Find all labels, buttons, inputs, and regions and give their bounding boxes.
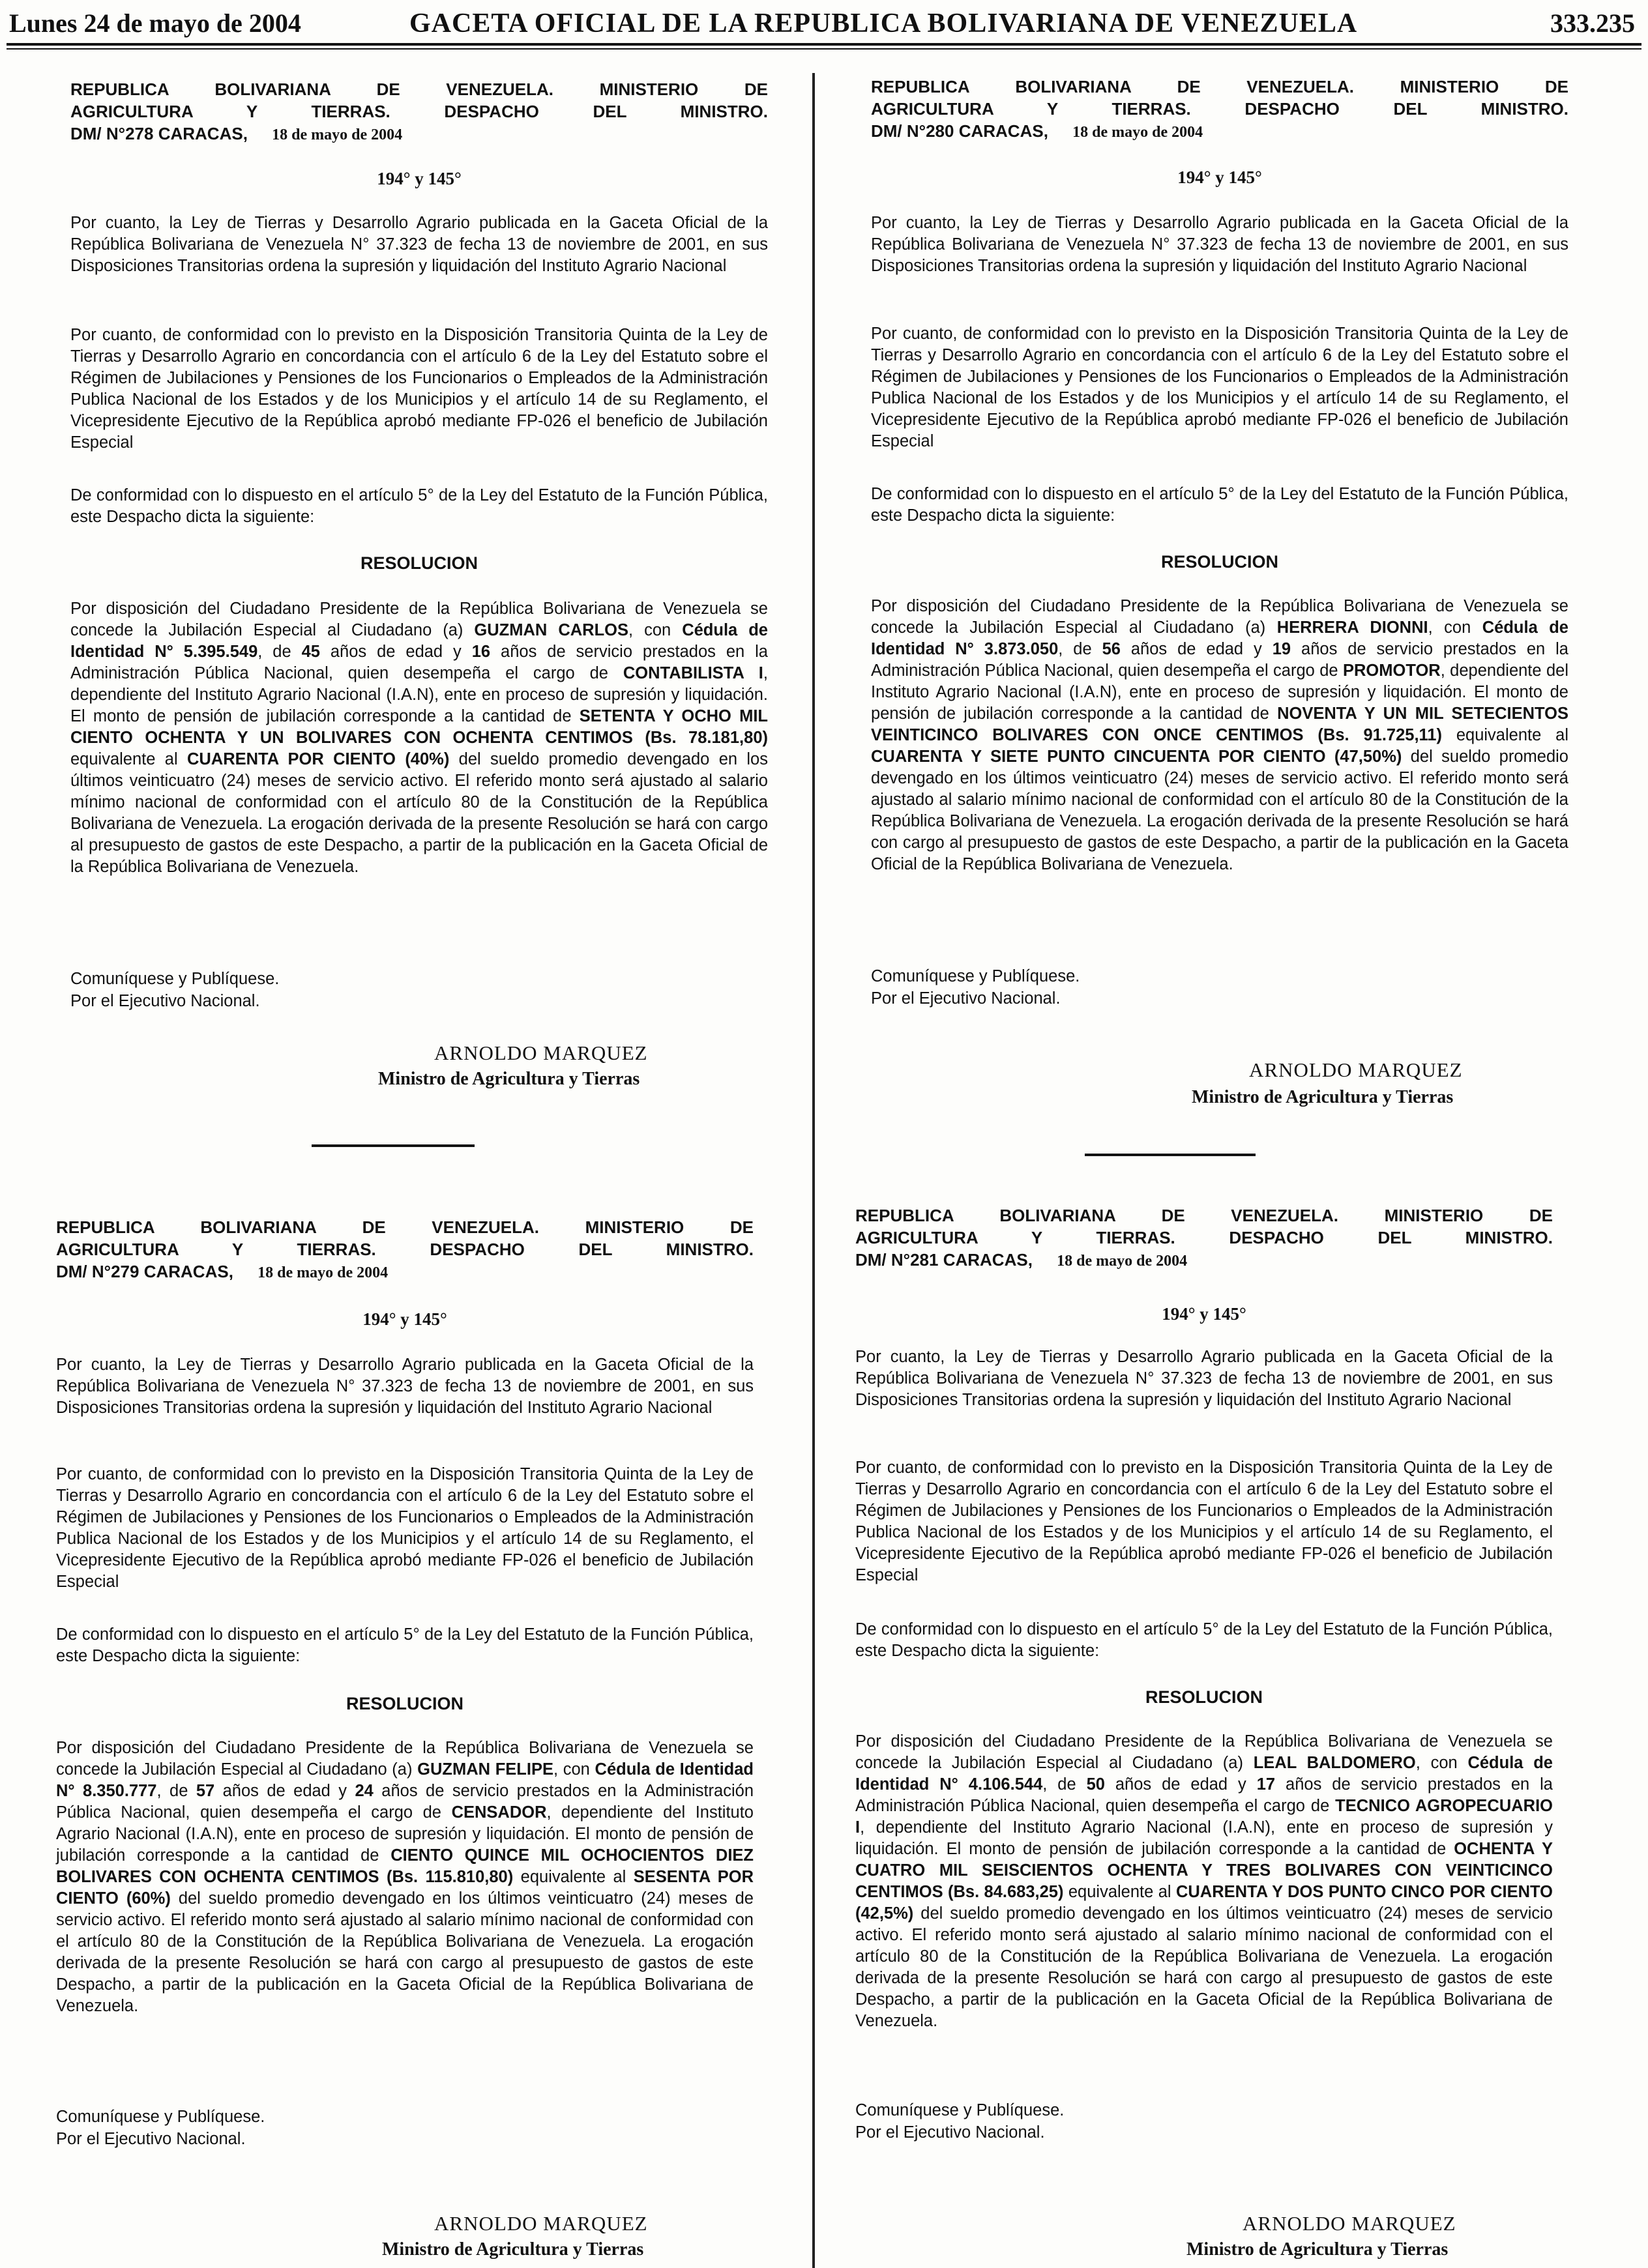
column-divider xyxy=(812,73,815,2268)
signer-name: ARNOLDO MARQUEZ xyxy=(434,2212,648,2235)
service-years: 17 xyxy=(1256,1775,1276,1794)
resolution-title: RESOLUCION xyxy=(360,553,478,573)
pension-percent: CUARENTA POR CIENTO (40%) xyxy=(186,750,450,768)
paragraph-3: De conformidad con lo dispuesto en el artículo 5° de la Ley del Estatuto de la Función Pública, este Despacho dicta la siguiente: xyxy=(855,1620,1553,1660)
signer-title: Ministro de Agricultura y Tierras xyxy=(1192,1087,1454,1107)
signer-title: Ministro de Agricultura y Tierras xyxy=(378,1069,640,1089)
paragraph-1: Por cuanto, la Ley de Tierras y Desarrollo Agrario publicada en la Gaceta Oficial de la República Bolivariana de Venezuela N° 37.323 de fecha 13 de noviembre de 2001, en sus Disposiciones Transitorias ordena la supresión y liquidación del Instituto Agrario Nacional xyxy=(56,1356,754,1417)
gazette-header xyxy=(0,0,1648,50)
heading-line-3 xyxy=(855,1249,1553,1272)
dm-prefix: DM/ N° xyxy=(70,124,126,143)
closing-line-1: Comuníquese y Publíquese. xyxy=(56,2108,265,2126)
separator-rule xyxy=(1085,1154,1256,1156)
years-line: 194° y 145° xyxy=(1162,1304,1246,1324)
age: 57 xyxy=(196,1782,215,1800)
job-title: PROMOTOR xyxy=(1343,662,1441,680)
paragraph-1: Por cuanto, la Ley de Tierras y Desarrollo Agrario publicada en la Gaceta Oficial de la República Bolivariana de Venezuela N° 37.323 de fecha 13 de noviembre de 2001, en sus Disposiciones Transitorias ordena la supresión y liquidación del Instituto Agrario Nacional xyxy=(871,214,1568,275)
dm-prefix: DM/ N° xyxy=(871,121,926,141)
pension-amount: CIENTO QUINCE MIL OCHOCIENTOS DIEZ BOLIVARES CON OCHENTA CENTIMOS (Bs. 115.810,80) xyxy=(56,1846,754,1886)
retiree-name: GUZMAN CARLOS xyxy=(474,621,628,639)
pension-percent: CUARENTA Y SIETE PUNTO CINCUENTA POR CIENTO (47,50%) xyxy=(871,748,1402,766)
resolution-date: 18 de mayo de 2004 xyxy=(1072,124,1203,141)
years-line: 194° y 145° xyxy=(1177,167,1262,187)
heading-line-1: REPUBLICA BOLIVARIANA DE VENEZUELA. MINISTERIO DE xyxy=(70,80,768,99)
cedula: Cédula de Identidad N° 8.350.777 xyxy=(56,1760,754,1800)
resolution-body: Por disposición del Ciudadano Presidente de la República Bolivariana de Venezuela se concede la Jubilación Especial al Ciudadano (a) LEAL BALDOMERO, con Cédula de Identidad N° 4.106.544, de 50 años de edad y 17 años de servicio prestados en la Administración Pública Nacional, quien desempeña el cargo de TECNICO AGROPECUARIO I, dependiente del Instituto Agrario Nacional (I.A.N), ente en proceso de supresión y liquidación. El monto de pensión de jubilación corresponde a la cantidad de OCHENTA Y CUATRO MIL SEISCIENTOS OCHENTA Y TRES BOLIVARES CON VEINTICINCO CENTIMOS (Bs. 84.683,25) equivalente al CUARENTA Y DOS PUNTO CINCO POR CIENTO (42,5%) del sueldo promedio devengado en los últimos veinticuatro (24) meses de servicio activo. El referido monto será ajustado al salario mínimo nacional de conformidad con el artículo 80 de la Constitución de la República Bolivariana de Venezuela. La erogación derivada de la presente Resolución se hará con cargo al presupuesto de gastos de este Despacho, a partir de la publicación en la Gaceta Oficial de la República Bolivariana de Venezuela. xyxy=(855,1732,1553,2030)
closing-line-2: Por el Ejecutivo Nacional. xyxy=(871,989,1061,1008)
paragraph-2: Por cuanto, de conformidad con lo previsto en la Disposición Transitoria Quinta de la Ley de Tierras y Desarrollo Agrario en concordancia con el artículo 6 de la Ley del Estatuto sobre el Régimen de Jubilaciones y Pensiones de los Funcionarios o Empleados de la Administración Publica Nacional de los Estados y de los Municipios y el artículo 14 de su Reglamento, el Vicepresidente Ejecutivo de la República aprobó mediante FP-026 el beneficio de Jubilación Especial xyxy=(855,1459,1553,1584)
pension-amount: SETENTA Y OCHO MIL CIENTO OCHENTA Y UN BOLIVARES CON OCHENTA CENTIMOS (Bs. 78.181,80) xyxy=(70,707,768,747)
page-number: 333.235 xyxy=(1550,8,1635,38)
dm-prefix: DM/ N° xyxy=(855,1250,911,1270)
closing-line-2: Por el Ejecutivo Nacional. xyxy=(70,992,260,1010)
header-rule-thin xyxy=(7,48,1641,50)
retiree-name: LEAL BALDOMERO xyxy=(1253,1754,1416,1772)
city: CARACAS, xyxy=(958,121,1048,141)
signer-name: ARNOLDO MARQUEZ xyxy=(1249,1058,1463,1081)
resolution-body: Por disposición del Ciudadano Presidente de la República Bolivariana de Venezuela se concede la Jubilación Especial al Ciudadano (a) HERRERA DIONNI, con Cédula de Identidad N° 3.873.050, de 56 años de edad y 19 años de servicio prestados en la Administración Pública Nacional, quien desempeña el cargo de PROMOTOR, dependiente del Instituto Agrario Nacional (I.A.N), ente en proceso de supresión y liquidación. El monto de pensión de jubilación corresponde a la cantidad de NOVENTA Y UN MIL SETECIENTOS VEINTICINCO BOLIVARES CON ONCE CENTIMOS (Bs. 91.725,11) equivalente al CUARENTA Y SIETE PUNTO CINCUENTA POR CIENTO (47,50%) del sueldo promedio devengado en los últimos veinticuatro (24) meses de servicio activo. El referido monto será ajustado al salario mínimo nacional de conformidad con el artículo 80 de la Constitución de la República Bolivariana de Venezuela. La erogación derivada de la presente Resolución se hará con cargo al presupuesto de gastos de este Despacho, a partir de la publicación en la Gaceta Oficial de la República Bolivariana de Venezuela. xyxy=(871,597,1568,873)
resolution-heading xyxy=(70,78,768,146)
dm-number: 281 xyxy=(910,1250,939,1270)
heading-line-2: AGRICULTURA Y TIERRAS. DESPACHO DEL MINISTRO. xyxy=(871,99,1568,119)
paragraph-2: Por cuanto, de conformidad con lo previsto en la Disposición Transitoria Quinta de la Ley de Tierras y Desarrollo Agrario en concordancia con el artículo 6 de la Ley del Estatuto sobre el Régimen de Jubilaciones y Pensiones de los Funcionarios o Empleados de la Administración Publica Nacional de los Estados y de los Municipios y el artículo 14 de su Reglamento, el Vicepresidente Ejecutivo de la República aprobó mediante FP-026 el beneficio de Jubilación Especial xyxy=(56,1465,754,1591)
service-years: 16 xyxy=(471,643,491,661)
closing-line-1: Comuníquese y Publíquese. xyxy=(871,967,1080,985)
paragraph-2: Por cuanto, de conformidad con lo previsto en la Disposición Transitoria Quinta de la Ley de Tierras y Desarrollo Agrario en concordancia con el artículo 6 de la Ley del Estatuto sobre el Régimen de Jubilaciones y Pensiones de los Funcionarios o Empleados de la Administración Publica Nacional de los Estados y de los Municipios y el artículo 14 de su Reglamento, el Vicepresidente Ejecutivo de la República aprobó mediante FP-026 el beneficio de Jubilación Especial xyxy=(871,325,1568,450)
heading-line-1: REPUBLICA BOLIVARIANA DE VENEZUELA. MINISTERIO DE xyxy=(855,1206,1553,1225)
resolution-heading xyxy=(855,1204,1553,1272)
pension-amount: NOVENTA Y UN MIL SETECIENTOS VEINTICINCO BOLIVARES CON ONCE CENTIMOS (Bs. 91.725,11) xyxy=(871,705,1568,744)
header-rule xyxy=(7,43,1641,46)
paragraph-1: Por cuanto, la Ley de Tierras y Desarrollo Agrario publicada en la Gaceta Oficial de la República Bolivariana de Venezuela N° 37.323 de fecha 13 de noviembre de 2001, en sus Disposiciones Transitorias ordena la supresión y liquidación del Instituto Agrario Nacional xyxy=(70,214,768,275)
paragraph-2: Por cuanto, de conformidad con lo previsto en la Disposición Transitoria Quinta de la Ley de Tierras y Desarrollo Agrario en concordancia con el artículo 6 de la Ley del Estatuto sobre el Régimen de Jubilaciones y Pensiones de los Funcionarios o Empleados de la Administración Publica Nacional de los Estados y de los Municipios y el artículo 14 de su Reglamento, el Vicepresidente Ejecutivo de la República aprobó mediante FP-026 el beneficio de Jubilación Especial xyxy=(70,326,768,452)
pension-percent: SESENTA POR CIENTO (60%) xyxy=(56,1868,754,1908)
cedula: Cédula de Identidad N° 4.106.544 xyxy=(855,1754,1553,1794)
resolution-title: RESOLUCION xyxy=(1160,552,1278,572)
age: 50 xyxy=(1086,1775,1105,1794)
city: CARACAS, xyxy=(143,1262,233,1281)
closing-line-1: Comuníquese y Publíquese. xyxy=(855,2101,1065,2119)
resolution-body: Por disposición del Ciudadano Presidente de la República Bolivariana de Venezuela se concede la Jubilación Especial al Ciudadano (a) GUZMAN FELIPE, con Cédula de Identidad N° 8.350.777, de 57 años de edad y 24 años de servicio prestados en la Administración Pública Nacional, quien desempeña el cargo de CENSADOR, dependiente del Instituto Agrario Nacional (I.A.N), ente en proceso de supresión y liquidación. El monto de pensión de jubilación corresponde a la cantidad de CIENTO QUINCE MIL OCHOCIENTOS DIEZ BOLIVARES CON OCHENTA CENTIMOS (Bs. 115.810,80) equivalente al SESENTA POR CIENTO (60%) del sueldo promedio devengado en los últimos veinticuatro (24) meses de servicio activo. El referido monto será ajustado al salario mínimo nacional de conformidad con el artículo 80 de la Constitución de la República Bolivariana de Venezuela. La erogación derivada de la presente Resolución se hará con cargo al presupuesto de gastos de este Despacho, a partir de la publicación en la Gaceta Oficial de la República Bolivariana de Venezuela. xyxy=(56,1739,754,2015)
heading-line-3 xyxy=(871,120,1568,143)
resolution-body: Por disposición del Ciudadano Presidente de la República Bolivariana de Venezuela se concede la Jubilación Especial al Ciudadano (a) GUZMAN CARLOS, con Cédula de Identidad N° 5.395.549, de 45 años de edad y 16 años de servicio prestados en la Administración Pública Nacional, quien desempeña el cargo de CONTABILISTA I, dependiente del Instituto Agrario Nacional (I.A.N), ente en proceso de supresión y liquidación. El monto de pensión de jubilación corresponde a la cantidad de SETENTA Y OCHO MIL CIENTO OCHENTA Y UN BOLIVARES CON OCHENTA CENTIMOS (Bs. 78.181,80) equivalente al CUARENTA POR CIENTO (40%) del sueldo promedio devengado en los últimos veinticuatro (24) meses de servicio activo. El referido monto será ajustado al salario mínimo nacional de conformidad con el artículo 80 de la Constitución de la República Bolivariana de Venezuela. La erogación derivada de la presente Resolución se hará con cargo al presupuesto de gastos de este Despacho, a partir de la publicación en la Gaceta Oficial de la República Bolivariana de Venezuela. xyxy=(70,600,768,876)
paragraph-3: De conformidad con lo dispuesto en el artículo 5° de la Ley del Estatuto de la Función Pública, este Despacho dicta la siguiente: xyxy=(56,1625,754,1665)
cedula: Cédula de Identidad N° 5.395.549 xyxy=(70,621,768,661)
job-title: CENSADOR xyxy=(451,1803,547,1822)
dm-number: 279 xyxy=(111,1262,140,1281)
age: 56 xyxy=(1102,640,1121,658)
resolution-date: 18 de mayo de 2004 xyxy=(1057,1253,1188,1270)
signer-title: Ministro de Agricultura y Tierras xyxy=(1186,2239,1449,2260)
signer-name: ARNOLDO MARQUEZ xyxy=(434,1041,648,1064)
paragraph-3: De conformidad con lo dispuesto en el artículo 5° de la Ley del Estatuto de la Función Pública, este Despacho dicta la siguiente: xyxy=(871,485,1568,525)
heading-line-2: AGRICULTURA Y TIERRAS. DESPACHO DEL MINISTRO. xyxy=(70,102,768,121)
resolution-date: 18 de mayo de 2004 xyxy=(272,126,403,143)
heading-line-1: REPUBLICA BOLIVARIANA DE VENEZUELA. MINISTERIO DE xyxy=(871,77,1568,96)
paragraph-1: Por cuanto, la Ley de Tierras y Desarrollo Agrario publicada en la Gaceta Oficial de la República Bolivariana de Venezuela N° 37.323 de fecha 13 de noviembre de 2001, en sus Disposiciones Transitorias ordena la supresión y liquidación del Instituto Agrario Nacional xyxy=(855,1348,1553,1409)
gazette-title: GACETA OFICIAL DE LA REPUBLICA BOLIVARIANA DE VENEZUELA xyxy=(409,8,1358,38)
dm-prefix: DM/ N° xyxy=(56,1262,111,1281)
retiree-name: GUZMAN FELIPE xyxy=(417,1760,553,1779)
city: CARACAS, xyxy=(158,124,248,143)
pension-amount: OCHENTA Y CUATRO MIL SEISCIENTOS OCHENTA Y TRES BOLIVARES CON VEINTICINCO CENTIMOS (Bs. 84.683,25) xyxy=(855,1840,1553,1901)
job-title: CONTABILISTA I xyxy=(623,664,763,682)
job-title: TECNICO AGROPECUARIO I xyxy=(855,1797,1553,1837)
years-line: 194° y 145° xyxy=(362,1309,447,1329)
closing-line-2: Por el Ejecutivo Nacional. xyxy=(855,2123,1045,2142)
resolution-heading xyxy=(871,76,1568,143)
service-years: 24 xyxy=(355,1782,374,1800)
retiree-name: HERRERA DIONNI xyxy=(1276,618,1428,637)
resolution-title: RESOLUCION xyxy=(1145,1687,1263,1707)
dm-number: 280 xyxy=(926,121,954,141)
service-years: 19 xyxy=(1272,640,1291,658)
heading-line-2: AGRICULTURA Y TIERRAS. DESPACHO DEL MINISTRO. xyxy=(56,1240,754,1259)
signer-name: ARNOLDO MARQUEZ xyxy=(1243,2212,1456,2235)
age: 45 xyxy=(301,643,320,661)
header-date: Lunes 24 de mayo de 2004 xyxy=(9,8,301,38)
closing-line-1: Comuníquese y Publíquese. xyxy=(70,970,280,988)
heading-line-3 xyxy=(70,123,768,146)
heading-line-1: REPUBLICA BOLIVARIANA DE VENEZUELA. MINISTERIO DE xyxy=(56,1217,754,1237)
resolution-date: 18 de mayo de 2004 xyxy=(258,1264,389,1281)
resolution-heading xyxy=(56,1216,754,1284)
separator-rule xyxy=(312,1144,475,1147)
cedula: Cédula de Identidad N° 3.873.050 xyxy=(871,618,1568,658)
heading-line-3 xyxy=(56,1260,754,1284)
resolution-title: RESOLUCION xyxy=(346,1694,464,1713)
dm-number: 278 xyxy=(125,124,154,143)
heading-line-2: AGRICULTURA Y TIERRAS. DESPACHO DEL MINISTRO. xyxy=(855,1228,1553,1247)
closing-line-2: Por el Ejecutivo Nacional. xyxy=(56,2130,246,2148)
signer-title: Ministro de Agricultura y Tierras xyxy=(382,2239,644,2260)
city: CARACAS, xyxy=(943,1250,1033,1270)
years-line: 194° y 145° xyxy=(377,169,462,188)
paragraph-3: De conformidad con lo dispuesto en el artículo 5° de la Ley del Estatuto de la Función Pública, este Despacho dicta la siguiente: xyxy=(70,486,768,526)
pension-percent: CUARENTA Y DOS PUNTO CINCO POR CIENTO (42,5%) xyxy=(855,1883,1553,1923)
